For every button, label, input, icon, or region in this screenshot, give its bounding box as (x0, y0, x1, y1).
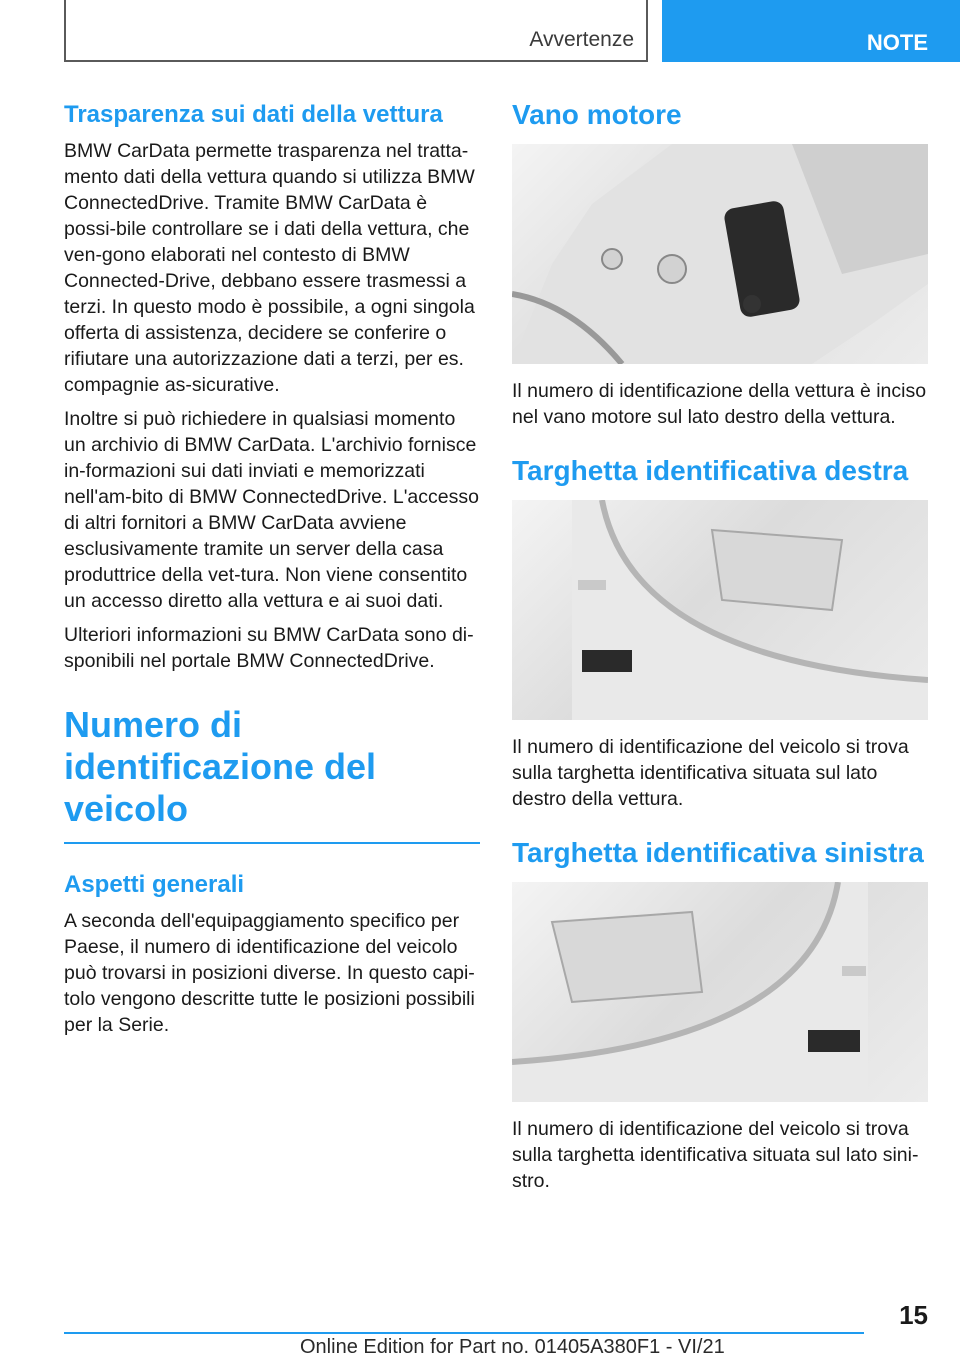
header-tab-note[interactable] (662, 0, 960, 62)
engine-bay-illustration (512, 144, 928, 364)
left-column (64, 100, 480, 1046)
right-column (512, 100, 928, 1202)
paragraph-cardata-intro: BMW CarData permette trasparenza nel tratta-mento dati della vettura quando si utilizza BMW ConnectedDrive. Tramite BMW CarData è possi-bile controllare se i dati della vettura, che ven-gono elaborati nel contesto di BMW Connected-Drive, debbano essere trasmessi a terzi. In questo modo è possibile, a ogni singola offerta di assistenza, decidere se conferire o rifiutare una autorizzazione dati a terzi, per es. compagnie as-sicurative. (64, 140, 475, 396)
heading-trasparenza: Trasparenza sui dati della vettura (64, 101, 443, 128)
heading-targhetta-destra: Targhetta identificativa destra (512, 455, 909, 486)
heading-aspetti-generali: Aspetti generali (64, 871, 245, 898)
footer-divider (64, 1332, 864, 1334)
right-pillar-illustration (512, 500, 928, 720)
heading-targhetta-sinistra: Targhetta identificativa sinistra (512, 837, 924, 868)
paragraph-vano-motore: Il numero di identificazione della vettura è inciso nel vano motore sul lato destro della vettura. (512, 380, 927, 428)
paragraph-cardata-info: Ulteriori informazioni su BMW CarData sono di-sponibili nel portale BMW ConnectedDrive. (64, 624, 474, 672)
footer-edition: Online Edition for Part no. 01405A380F1 - VI/21 (300, 1336, 725, 1358)
engine-bay-image (512, 144, 928, 364)
heading-numero-identificazione: Numero di identificazione del veicolo (64, 704, 480, 844)
paragraph-aspetti: A seconda dell'equipaggiamento specifico per Paese, il numero di identificazione del veicolo può trovarsi in posizioni diverse. In questo capi-tolo vengono descritte tutte le posizioni possibili per la Serie. (64, 910, 475, 1036)
paragraph-targhetta-sinistra: Il numero di identificazione del veicolo si trova sulla targhetta identificativa situata sul lato sini-stro. (512, 1118, 919, 1192)
paragraph-cardata-archive: Inoltre si può richiedere in qualsiasi momento un archivio di BMW CarData. L'archivio fornisce in-formazioni sui dati inviati e memorizzati nell'am-bito di BMW ConnectedDrive. L'accesso di altri fornitori a BMW CarData avviene esclusivamente tramite un server della casa produttrice della vet-tura. Non viene consentito un accesso diretto alla vettura e ai suoi dati. (64, 408, 479, 612)
header-section-title: Avvertenze (529, 28, 634, 51)
page-number: 15 (899, 1300, 928, 1330)
right-nameplate-image (512, 500, 928, 720)
header-tab-label: NOTE (866, 30, 928, 55)
paragraph-targhetta-destra: Il numero di identificazione del veicolo si trova sulla targhetta identificativa situata sul lato destro della vettura. (512, 736, 909, 810)
heading-vano-motore: Vano motore (512, 99, 682, 130)
left-nameplate-image (512, 882, 928, 1102)
left-pillar-illustration (512, 882, 928, 1102)
